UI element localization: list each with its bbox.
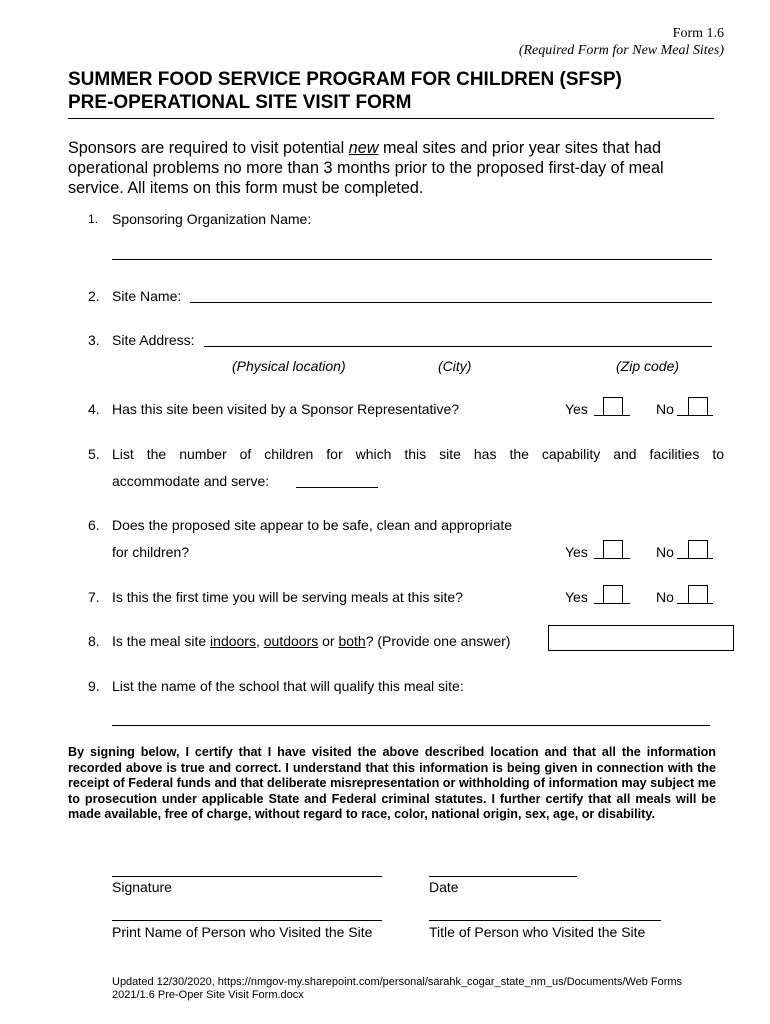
title-line-2: PRE-OPERATIONAL SITE VISIT FORM <box>68 92 412 113</box>
footer-line-1: Updated 12/30/2020, https://nmgov-my.sharepoint.com/personal/sarahk_cogar_state_nm_us/Documents/Web Forms <box>112 976 683 988</box>
q5-number: 5. <box>88 446 100 462</box>
q6-no-checkbox[interactable] <box>688 540 708 558</box>
q1-label: Sponsoring Organization Name: <box>112 211 312 227</box>
q4-no-label: No <box>656 401 674 417</box>
q5-label-line1: List the number of children for which this site has the capability and facilities to <box>112 446 724 462</box>
q4-yes-label: Yes <box>565 401 588 417</box>
q7-yes-line <box>594 603 630 604</box>
q7-label: Is this the first time you will be serving meals at this site? <box>112 589 463 605</box>
q8-option-both: both <box>338 633 366 649</box>
q7-no-label: No <box>656 589 674 605</box>
certification-statement: By signing below, I certify that I have visited the above described location and that all the information recorded above is true and correct. I understand that this information is being given in connection with the receipt of Federal funds and that deliberate misrepresentation or withholding of information may subject me to prosecution under applicable State and Federal criminal statutes. I further certify that all meals will be made available, free of charge, without regard to race, color, national origin, sex, age, or disability. <box>68 745 716 822</box>
q4-label: Has this site been visited by a Sponsor Representative? <box>112 401 460 417</box>
print-name-line[interactable] <box>112 920 382 921</box>
required-note: (Required Form for New Meal Sites) <box>518 43 724 58</box>
q4-no-checkbox[interactable] <box>688 397 708 415</box>
q3-number: 3. <box>88 332 100 348</box>
q4-number: 4. <box>88 401 100 417</box>
footer <box>112 976 732 1002</box>
q8-option-outdoors: outdoors <box>263 633 319 649</box>
q9-input-line[interactable] <box>112 725 710 726</box>
q8-label <box>112 633 510 649</box>
q6-number: 6. <box>88 517 100 533</box>
visitor-title-line[interactable] <box>429 920 661 921</box>
q8-sep-1: , <box>255 633 264 649</box>
q3-label: Site Address: <box>112 332 195 348</box>
visitor-title-label: Title of Person who Visited the Site <box>429 924 646 940</box>
footer-line-2: 2021/1.6 Pre-Oper Site Visit Form.docx <box>112 989 304 1001</box>
q6-no-line <box>677 558 713 559</box>
q1-number: 1. <box>88 212 99 226</box>
intro-text-2: meal sites and prior year sites that had operational problems no more than 3 months prior to the proposed first-day of meal service. All items on this form must be completed. <box>68 139 664 197</box>
q4-yes-checkbox[interactable] <box>603 397 623 415</box>
date-line[interactable] <box>429 876 577 877</box>
signature-label: Signature <box>112 879 172 895</box>
q3-sub-city: (City) <box>438 358 472 374</box>
q8-answer-box[interactable] <box>548 625 734 651</box>
q6-yes-label: Yes <box>565 544 588 560</box>
q7-yes-label: Yes <box>565 589 588 605</box>
q9-number: 9. <box>88 678 100 694</box>
intro-emphasis: new <box>348 139 379 157</box>
q7-number: 7. <box>88 589 100 605</box>
q8-option-indoors: indoors <box>210 633 256 649</box>
q8-number: 8. <box>88 633 100 649</box>
q3-sub-zip: (Zip code) <box>616 358 680 374</box>
q6-yes-checkbox[interactable] <box>603 540 623 558</box>
q5-input-line[interactable] <box>296 487 378 488</box>
q7-yes-checkbox[interactable] <box>603 585 623 603</box>
print-name-label: Print Name of Person who Visited the Site <box>112 924 373 940</box>
q3-sub-physical: (Physical location) <box>232 358 346 374</box>
q4-yes-line <box>594 415 630 416</box>
q6-no-label: No <box>656 544 674 560</box>
q2-input-line[interactable] <box>190 302 712 303</box>
q1-input-line[interactable] <box>112 259 712 260</box>
q8-prefix: Is the meal site <box>112 633 211 649</box>
form-number: Form 1.6 <box>672 26 724 41</box>
title-divider <box>68 118 714 119</box>
intro-text-1: Sponsors are required to visit potential <box>68 139 349 157</box>
q6-label-line1: Does the proposed site appear to be safe, clean and appropriate <box>112 517 513 533</box>
intro-paragraph <box>68 138 718 198</box>
q6-label-line2: for children? <box>112 544 190 560</box>
q5-label-line2: accommodate and serve: <box>112 473 270 489</box>
signature-line[interactable] <box>112 876 382 877</box>
title-line-1: SUMMER FOOD SERVICE PROGRAM FOR CHILDREN (SFSP) <box>68 69 622 90</box>
q2-label: Site Name: <box>112 288 182 304</box>
q3-input-line[interactable] <box>204 346 712 347</box>
q6-yes-line <box>594 558 630 559</box>
page-title <box>68 68 718 114</box>
q2-number: 2. <box>88 288 100 304</box>
date-label: Date <box>429 879 459 895</box>
q8-suffix: ? (Provide one answer) <box>365 633 511 649</box>
q7-no-checkbox[interactable] <box>688 585 708 603</box>
q9-label: List the name of the school that will qualify this meal site: <box>112 678 464 694</box>
q7-no-line <box>677 603 713 604</box>
q4-no-line <box>677 415 713 416</box>
q8-sep-2: or <box>318 633 339 649</box>
